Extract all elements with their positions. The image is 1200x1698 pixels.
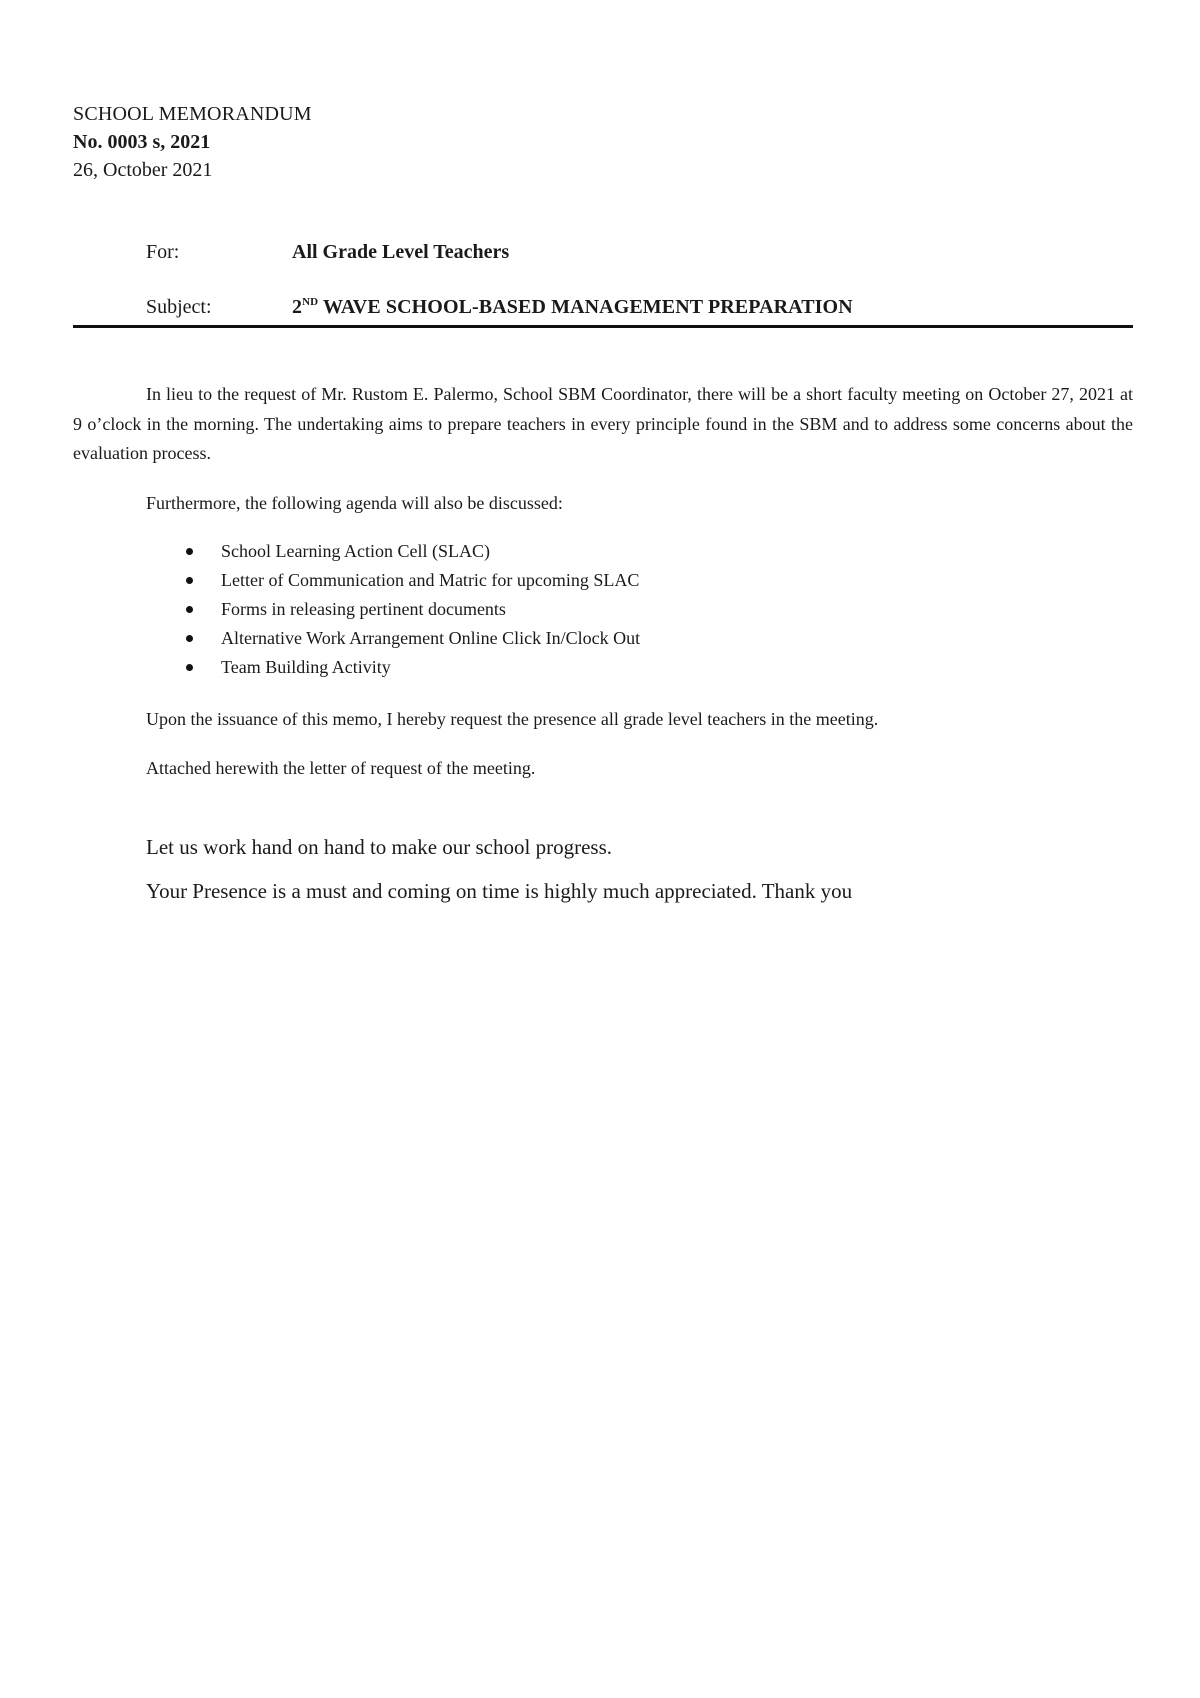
agenda-item-text: Letter of Communication and Matric for upcoming SLAC	[221, 570, 640, 590]
agenda-item-text: Alternative Work Arrangement Online Click In/Clock Out	[221, 628, 641, 648]
bullet-icon	[186, 548, 193, 555]
bullet-icon	[186, 577, 193, 584]
intro-paragraph: In lieu to the request of Mr. Rustom E. Palermo, School SBM Coordinator, there will be a short faculty meeting on October 27, 2021 at 9 o’clock in the morning. The undertaking aims to prepare teachers in every principle found in the SBM and to address some concerns about the evaluation process.	[73, 384, 1133, 463]
subject-value	[292, 296, 853, 319]
agenda-item-text: Team Building Activity	[221, 657, 391, 677]
list-item	[146, 624, 640, 653]
list-item	[146, 595, 640, 624]
for-value: All Grade Level Teachers	[292, 241, 510, 263]
list-item	[146, 566, 640, 595]
memo-header	[73, 100, 312, 184]
subject-superscript: ND	[302, 296, 319, 308]
list-item	[146, 653, 640, 682]
agenda-item-text: School Learning Action Cell (SLAC)	[221, 541, 490, 561]
list-item	[146, 537, 640, 566]
subject-text: WAVE SCHOOL-BASED MANAGEMENT PREPARATION	[318, 296, 853, 318]
bullet-icon	[186, 635, 193, 642]
attachment-note: Attached herewith the letter of request of the meeting.	[146, 758, 536, 778]
memo-number: No. 0003 s, 2021	[73, 131, 211, 153]
subject-label: Subject:	[146, 296, 212, 318]
for-row	[146, 241, 509, 264]
memo-date: 26, October 2021	[73, 159, 213, 181]
closing-line-2: Your Presence is a must and coming on time is highly much appreciated. Thank you	[146, 879, 853, 903]
request-paragraph: Upon the issuance of this memo, I hereby request the presence all grade level teachers in the meeting.	[146, 709, 879, 729]
closing-line-1: Let us work hand on hand to make our school progress.	[146, 835, 612, 859]
subject-prefix: 2	[292, 296, 303, 318]
agenda-item-text: Forms in releasing pertinent documents	[221, 599, 506, 619]
agenda-list	[146, 537, 640, 682]
for-label: For:	[146, 241, 180, 263]
bullet-icon	[186, 664, 193, 671]
subject-divider	[73, 325, 1133, 328]
memo-title: SCHOOL MEMORANDUM	[73, 103, 312, 125]
subject-row	[146, 296, 853, 319]
bullet-icon	[186, 606, 193, 613]
agenda-lead: Furthermore, the following agenda will also be discussed:	[146, 493, 563, 513]
